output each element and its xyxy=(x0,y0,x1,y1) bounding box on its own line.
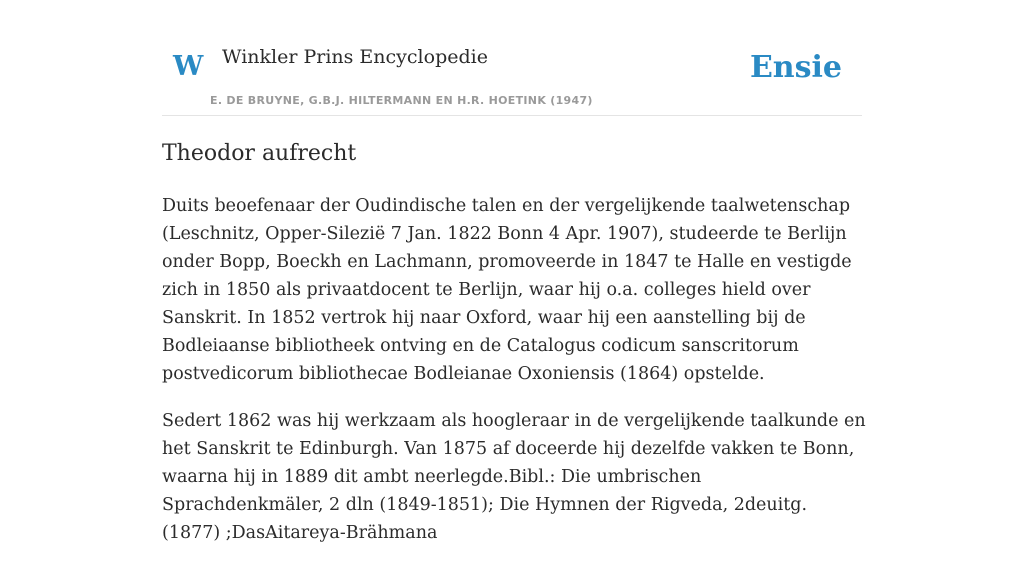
site-title[interactable]: Winkler Prins Encyclopedie xyxy=(222,46,488,68)
article-body xyxy=(162,192,867,566)
article-paragraph-1: Duits beoefenaar der Oudindische talen en der vergelijkende taalwetenschap (Leschnitz, Opper-Silezië 7 Jan. 1822 Bonn 4 Apr. 1907), studeerde te Berlijn onder Bopp, Boeckh en Lachmann, promoveerde in 1847 te Halle en vestigde zich in 1850 als privaatdocent te Berlijn, waar hij o.a. colleges hield over Sanskrit. In 1852 vertrok hij naar Oxford, waar hij een aanstelling bij de Bodleiaanse bibliotheek ontving en de Catalogus codicum sanscritorum postvedicorum bibliothecae Bodleianae Oxoniensis (1864) opstelde. xyxy=(162,196,852,384)
authors-line: E. DE BRUYNE, G.B.J. HILTERMANN EN H.R. HOETINK (1947) xyxy=(210,94,593,107)
article-title: Theodor aufrecht xyxy=(162,141,357,166)
site-header xyxy=(162,0,862,116)
winkler-prins-logo[interactable]: W xyxy=(173,51,204,82)
content-container xyxy=(162,0,866,543)
article-paragraph-2: Sedert 1862 was hij werkzaam als hoogleraar in de vergelijkende taalkunde en het Sanskrit te Edinburgh. Van 1875 af doceerde hij dezelfde vakken te Bonn, waarna hij in 1889 dit ambt neerlegde.Bibl.: Die umbrischen Sprachdenkmäler, 2 dln (1849-1851); Die Hymnen der Rigveda, 2deuitg. (1877) ;DasAitareya-Brähmana xyxy=(162,411,866,543)
ensie-brand-logo[interactable]: Ensie xyxy=(749,50,842,85)
